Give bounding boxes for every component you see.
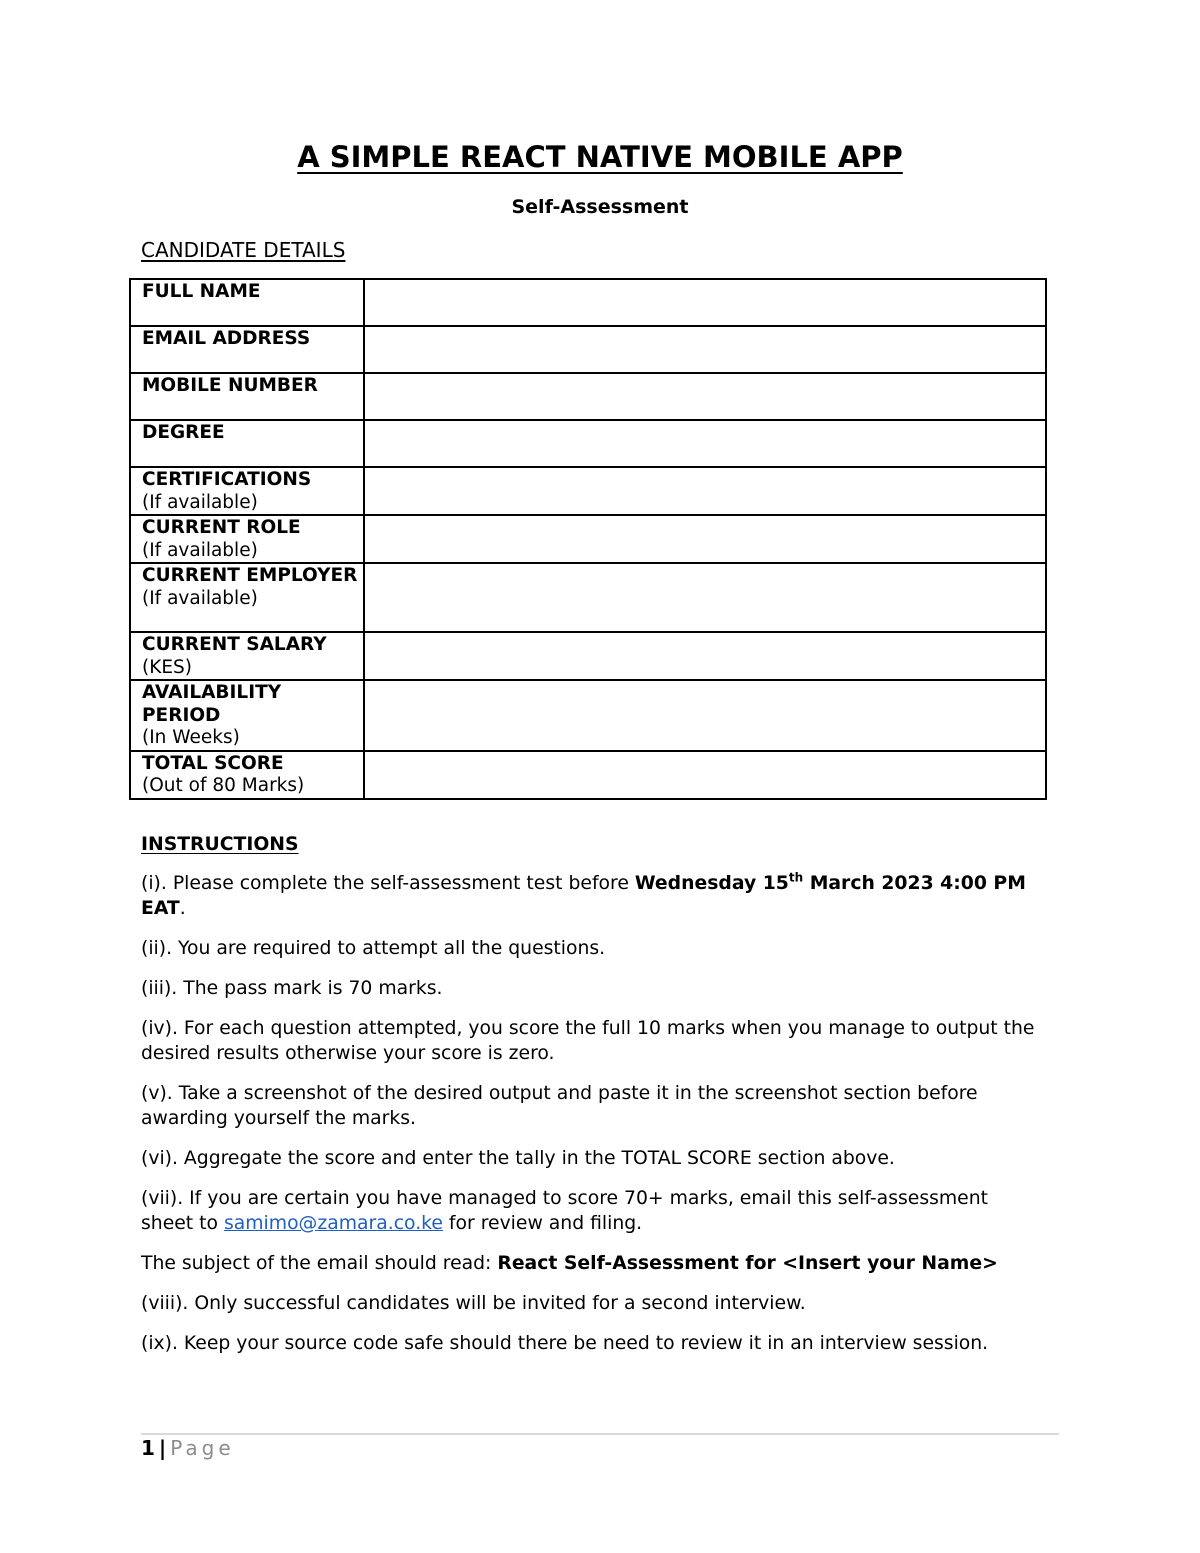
footer-separator: | [158,1436,167,1460]
email-subject: React Self-Assessment for <Insert your Name> [497,1253,998,1274]
current-salary-value-cell[interactable] [364,632,1046,680]
row-label-cell [130,515,364,563]
instruction-item: (viii). Only successful candidates will be invited for a second interview. [141,1293,806,1314]
email-address-label: EMAIL ADDRESS [142,328,311,349]
document-title: A SIMPLE REACT NATIVE MOBILE APP [297,140,903,174]
availability-period-value-cell[interactable] [364,680,1046,751]
candidate-details-heading: CANDIDATE DETAILS [141,238,346,262]
total-score-note: (Out of 80 Marks) [142,775,305,796]
email-link[interactable]: samimo@zamara.co.ke [223,1213,443,1234]
row-label-cell [130,467,364,515]
certifications-note: (If available) [142,491,258,513]
current-employer-label: CURRENT EMPLOYER [142,565,358,586]
current-role-label: CURRENT ROLE [142,517,301,538]
table-row [130,467,1046,515]
table-row [130,279,1046,326]
mobile-number-value-cell[interactable] [364,373,1046,420]
row-label-cell [130,279,364,326]
instruction-item: (ii). You are required to attempt all the questions. [141,938,606,959]
instruction-text: The subject of the email should read: [141,1253,498,1274]
table-row [130,515,1046,563]
total-score-value-cell[interactable] [364,751,1046,799]
footer-divider [141,1433,1059,1435]
instruction-item: (iii). The pass mark is 70 marks. [141,978,443,999]
row-label-cell [130,563,364,632]
page-number: 1 [141,1436,155,1460]
row-label-cell [130,420,364,467]
row-label-cell [130,326,364,373]
total-score-label: TOTAL SCORE [142,752,284,774]
degree-label: DEGREE [142,422,225,443]
instruction-item: (vi). Aggregate the score and enter the tally in the TOTAL SCORE section above. [141,1148,895,1169]
availability-period-note: (In Weeks) [142,727,240,748]
table-row [130,680,1046,751]
instruction-text: . [179,898,186,919]
instruction-item [141,1186,1041,1236]
deadline-day: Wednesday 15 [634,873,789,894]
certifications-label: CERTIFICATIONS [142,469,312,490]
row-label-cell [130,632,364,680]
email-subject-line [141,1251,1041,1276]
row-label-cell [130,373,364,420]
document-subtitle: Self-Assessment [511,196,689,218]
page-label: Page [170,1436,235,1460]
instruction-item: (ix). Keep your source code safe should there be need to review it in an interview session. [141,1333,989,1354]
mobile-number-label: MOBILE NUMBER [142,375,318,396]
page-footer [141,1436,235,1460]
current-salary-note: (KES) [142,656,192,678]
current-role-note: (If available) [142,539,258,561]
full-name-label: FULL NAME [142,281,261,302]
email-address-value-cell[interactable] [364,326,1046,373]
table-row [130,420,1046,467]
row-label-cell [130,680,364,751]
row-label-cell [130,751,364,799]
table-row [130,632,1046,680]
current-salary-label: CURRENT SALARY [142,634,327,655]
full-name-value-cell[interactable] [364,279,1046,326]
deadline-time: March 2023 4:00 PM EAT [141,873,1026,919]
instruction-text: (vii). If you are certain you have managed to score 70+ marks, email this self-assessment sheet to [141,1188,989,1234]
certifications-value-cell[interactable] [364,467,1046,515]
table-row [130,326,1046,373]
instructions-section [141,832,1041,1371]
instruction-text: for review and filing. [442,1213,643,1234]
ordinal-suffix: th [788,870,804,885]
table-row [130,563,1046,632]
instruction-text: (i). Please complete the self-assessment test before [141,873,635,894]
current-employer-note: (If available) [142,587,258,609]
instructions-heading: INSTRUCTIONS [141,834,299,855]
instruction-item: (iv). For each question attempted, you score the full 10 marks when you manage to output the desired results otherwise your score is zero. [141,1018,1035,1064]
current-employer-value-cell[interactable] [364,563,1046,632]
candidate-details-table [129,278,1047,800]
degree-value-cell[interactable] [364,420,1046,467]
instruction-item [141,871,1041,921]
instruction-item: (v). Take a screenshot of the desired output and paste it in the screenshot section before awarding yourself the marks. [141,1083,978,1129]
table-row [130,751,1046,799]
availability-period-label: AVAILABILITY PERIOD [142,682,282,726]
table-row [130,373,1046,420]
current-role-value-cell[interactable] [364,515,1046,563]
